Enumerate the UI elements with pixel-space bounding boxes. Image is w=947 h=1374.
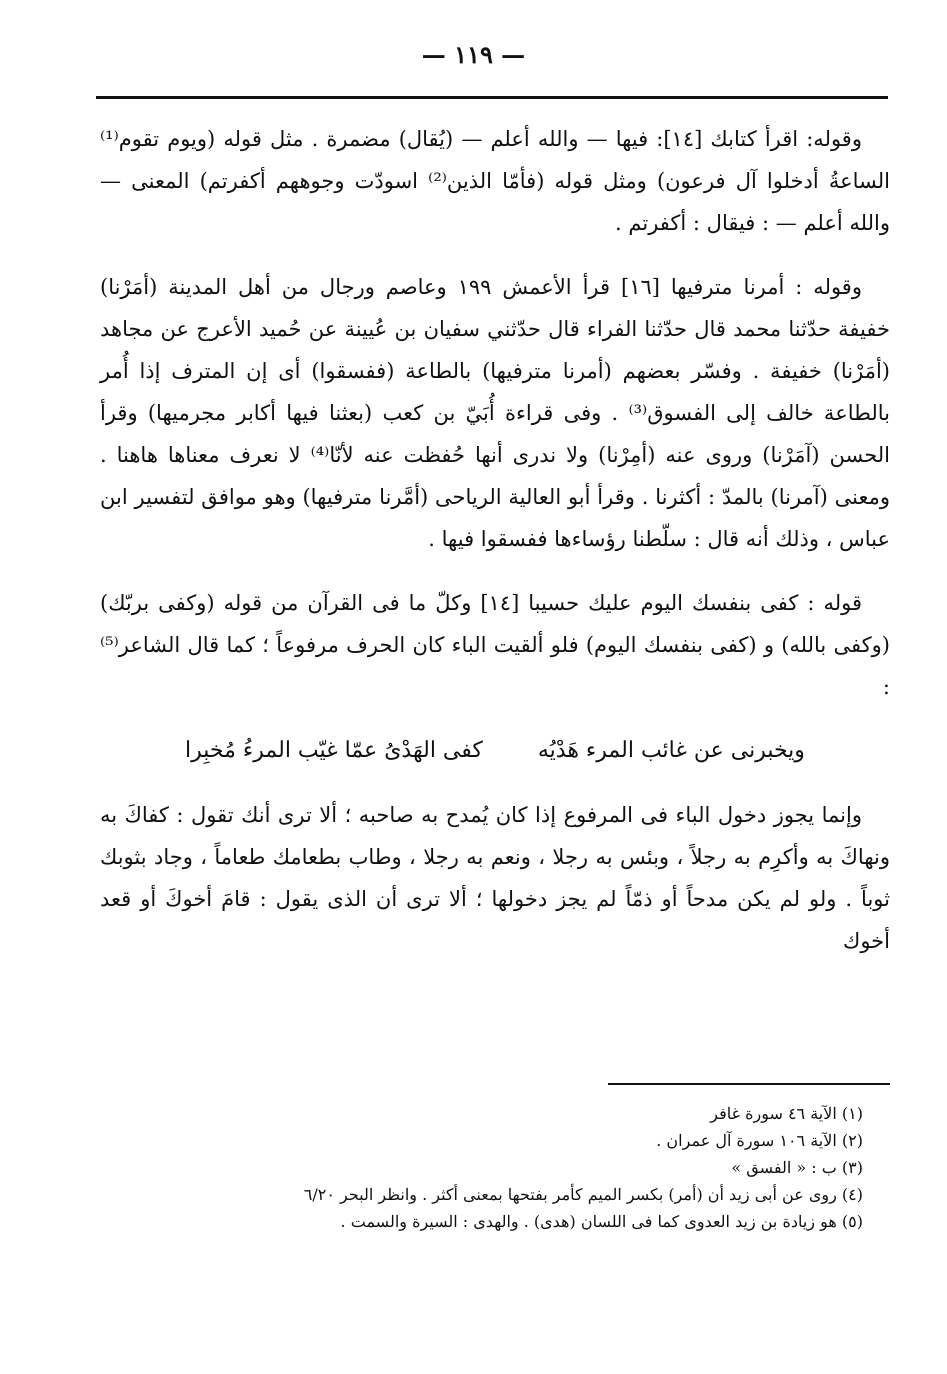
main-text [100,118,890,984]
poetry-verse [100,730,890,772]
footnote-rule [608,1083,890,1085]
footnote-3: (٣) ب : « الفسق » [731,1158,863,1177]
verse-hemistich-2: كفى الهَدْىُ عمّا غيّب المرءُ مُخبِرا [185,738,483,763]
paragraph-2: وقوله : أمرنا مترفيها [١٦] قرأ الأعمش ١٩٩ وعاصم ورجال من أهل المدينة (أمَرْنا) خفيفة حدّثنا محمد قال حدّثنا الفراء قال حدّثني سفيان بن عُيينة عن حُميد الأعرج عن مجاهد (أمَرْنا) خفيفة . وفسّر بعضهم (أمرنا مترفيها) بالطاعة (ففسقوا) أى إن المترف إذا أُمر بالطاعة خالف إلى الفسوق⁽³⁾ . وفى قراءة أُبَيّ بن كعب (بعثنا فيها أكابر مجرميها) وقرأ الحسن (آمَرْنا) وروى عنه (أمِرْنا) ولا ندرى أنها حُفظت عنه لأنّا⁽⁴⁾ لا نعرف معناها هاهنا . ومعنى (آمرنا) بالمدّ : أكثرنا . وقرأ أبو العالية الرياحى (أمَّرنا مترفيها) وهو موافق لتفسير ابن عباس ، وذلك أنه قال : سلّطنا رؤساءها ففسقوا فيها . [100,275,891,551]
footnote-2: (٢) الآية ١٠٦ سورة آل عمران . [656,1131,863,1150]
header-rule [96,96,888,99]
verse-hemistich-1: ويخبرنى عن غائب المرء هَدْيُه [537,738,805,763]
footnote-4: (٤) روى عن أبى زيد أن (أمر) بكسر الميم كأمر بفتحها بمعنى أكثر . وانظر البحر ٦/٢٠ [303,1185,863,1204]
footnote-5: (٥) هو زيادة بن زيد العدوى كما فى اللسان (هدى) . والهدى : السيرة والسمت . [340,1212,863,1231]
paragraph-4: وإنما يجوز دخول الباء فى المرفوع إذا كان يُمدح به صاحبه ؛ ألا ترى أنك تقول : كفاكَ به ونهاكَ به وأكرِم به رجلاً ، وبئس به رجلا ، ونعم به رجلا ، وطاب بطعامك طعاماً ، وجاد بثوبك ثوباً . ولو لم يكن مدحاً أو ذمّاً لم يجز دخولها ؛ ألا ترى أن الذى يقول : قامَ أخوكَ أو قعد أخوك [100,803,890,953]
page-number: — ١١٩ — [421,40,526,69]
paragraph-1: وقوله: اقرأ كتابك [١٤]: فيها — والله أعلم — (يُقال) مضمرة . مثل قوله (ويوم تقوم⁽¹⁾ الساعةُ أدخلوا آل فرعون) ومثل قوله (فأمّا الذين⁽²⁾ اسودّت وجوههم أكفرتم) المعنى — والله أعلم — : فيقال : أكفرتم . [100,127,890,235]
paragraph-3: قوله : كفى بنفسك اليوم عليك حسيبا [١٤] وكلّ ما فى القرآن من قوله (وكفى بربّك) (وكفى بالله) و (كفى بنفسك اليوم) فلو ألقيت الباء كان الحرف مرفوعاً ؛ كما قال الشاعر⁽⁵⁾ : [100,591,890,699]
footnote-1: (١) الآية ٤٦ سورة غافر [710,1104,863,1123]
footnotes [100,1100,863,1235]
